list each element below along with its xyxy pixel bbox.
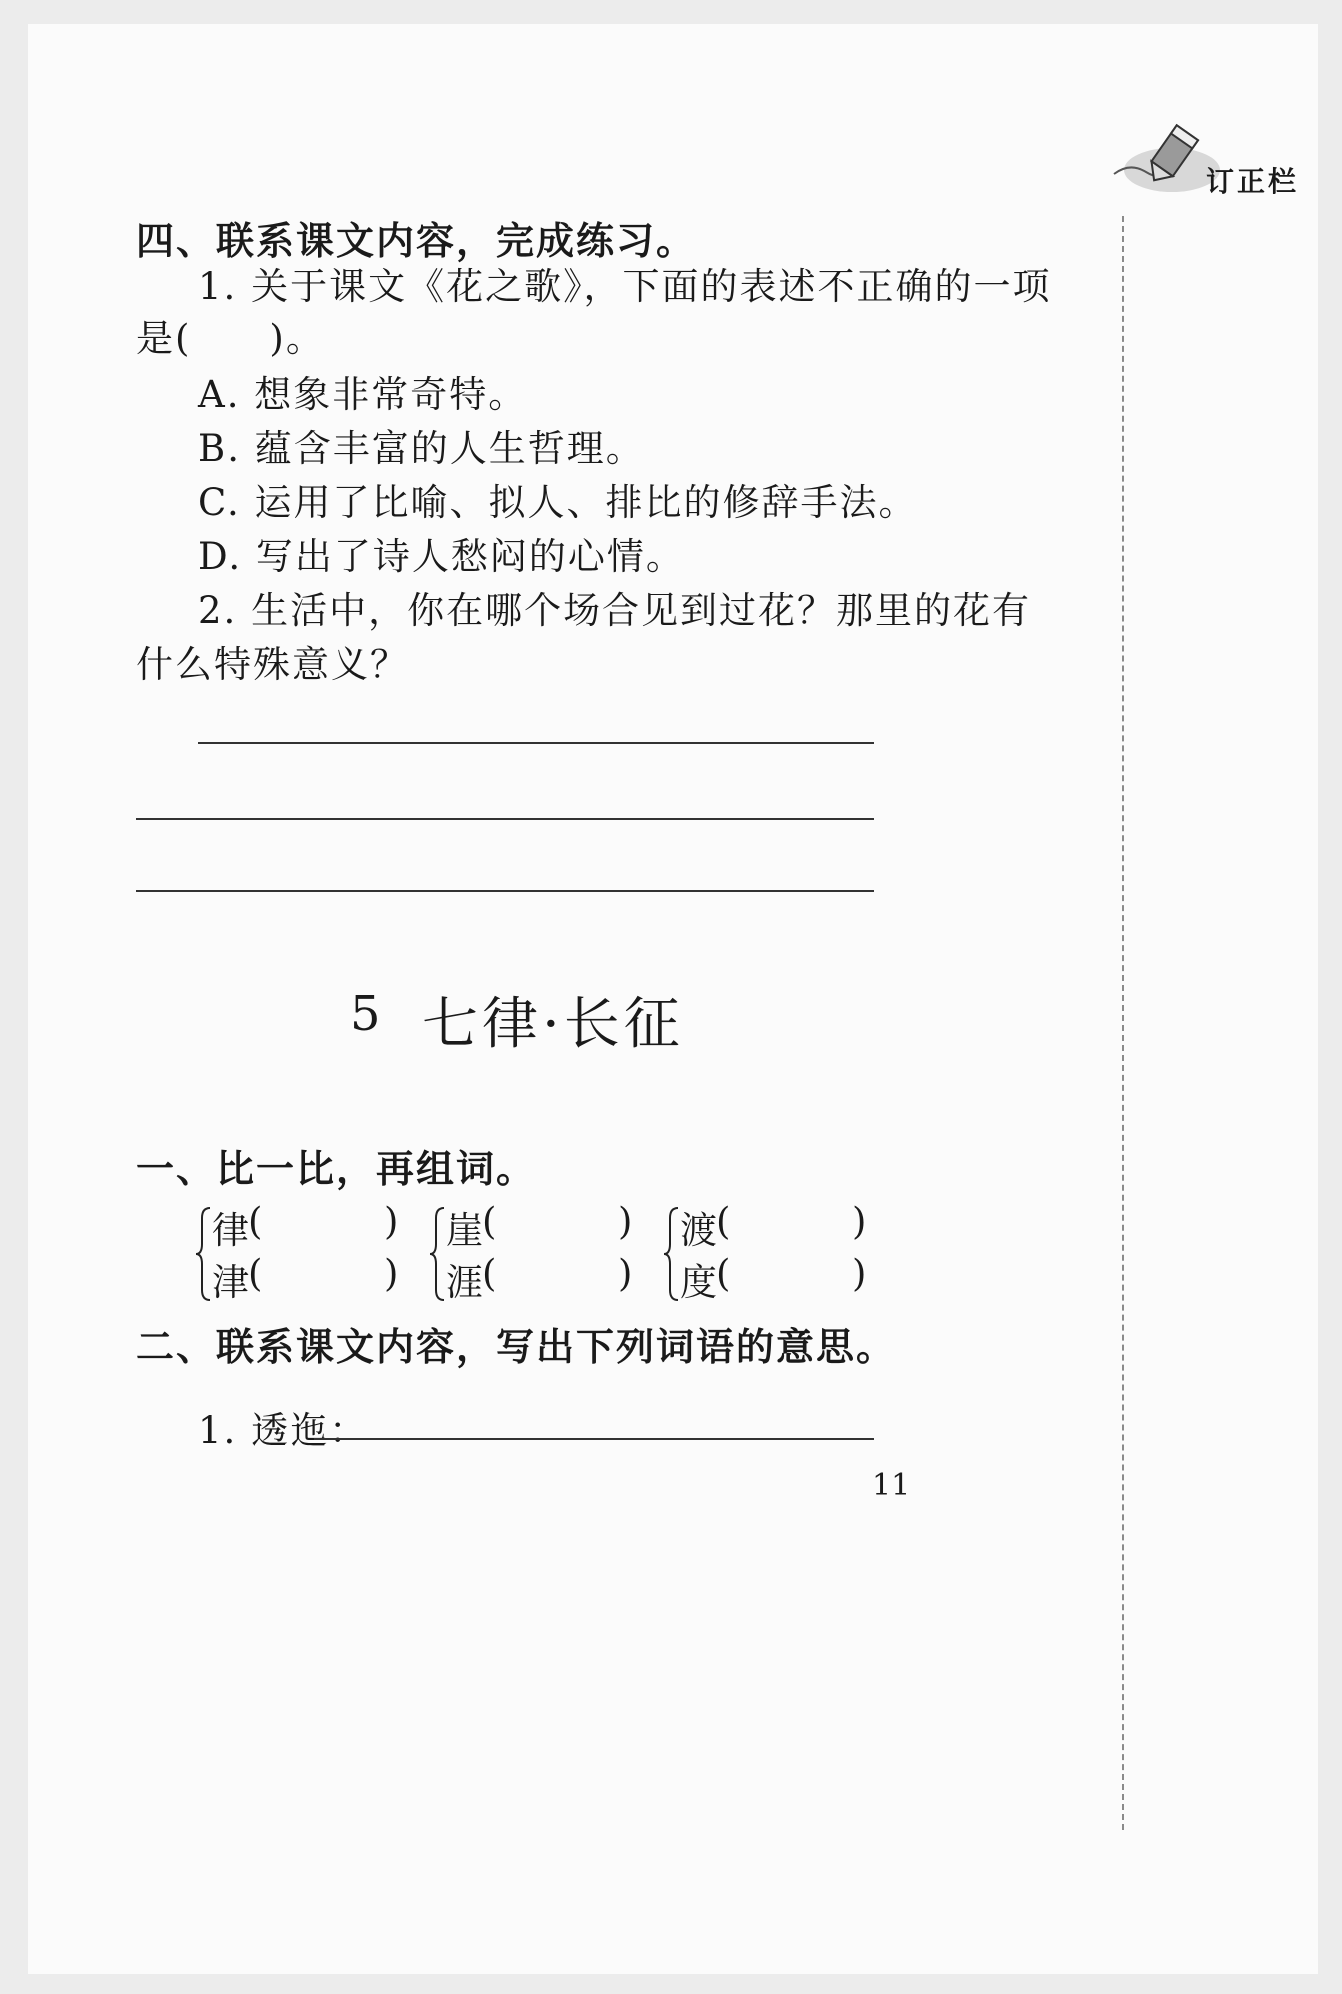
question1-line1: 1. 关于课文《花之歌》，下面的表述不正确的一项	[198, 265, 1052, 308]
group3-bottom-open: (	[716, 1252, 731, 1295]
group3-top-close: )	[852, 1200, 867, 1243]
part2-item1-answer-line[interactable]	[314, 1438, 874, 1440]
group1-bottom-open: (	[248, 1252, 263, 1295]
lesson-title: 七律·长征	[422, 992, 684, 1057]
question2-line1: 2. 生活中，你在哪个场合见到过花？那里的花有	[198, 589, 1032, 632]
option-a: A. 想象非常奇特。	[198, 373, 528, 416]
group2-bottom-char: 涯	[446, 1261, 484, 1304]
part1-heading: 一、比一比，再组词。	[136, 1147, 537, 1191]
group1-bottom-close: )	[384, 1252, 399, 1295]
answer-line-1[interactable]	[198, 742, 874, 744]
question2-line2: 什么特殊意义？	[136, 643, 409, 686]
lesson-number: 5	[350, 986, 381, 1042]
part2-item1-label: 1. 透迤：	[198, 1409, 369, 1452]
group1-top-close: )	[384, 1200, 399, 1243]
option-c: C. 运用了比喻、拟人、排比的修辞手法。	[198, 481, 918, 524]
part2-heading: 二、联系课文内容，写出下列词语的意思。	[136, 1325, 897, 1369]
workbook-page	[28, 24, 1318, 1974]
option-d: D. 写出了诗人愁闷的心情。	[198, 535, 685, 578]
correction-column-divider	[1122, 216, 1124, 1830]
group3-bottom-close: )	[852, 1252, 867, 1295]
correction-column-label: 订正栏	[1206, 165, 1300, 198]
section4-heading: 四、联系课文内容，完成练习。	[136, 219, 697, 263]
option-b: B. 蕴含丰富的人生哲理。	[198, 427, 645, 470]
group1-bottom-char: 津	[212, 1261, 250, 1304]
group2-top-close: )	[618, 1200, 633, 1243]
answer-line-3[interactable]	[136, 890, 874, 892]
group2-bottom-open: (	[482, 1252, 497, 1295]
group3-bottom-char: 度	[680, 1261, 718, 1304]
brace-icon	[428, 1204, 448, 1304]
group2-top-open: (	[482, 1200, 497, 1243]
brace-icon	[662, 1204, 682, 1304]
group1-top-char: 律	[212, 1209, 250, 1252]
group2-bottom-close: )	[618, 1252, 633, 1295]
group3-top-char: 渡	[680, 1209, 718, 1252]
pencil-icon	[1110, 122, 1220, 202]
answer-line-2[interactable]	[136, 818, 874, 820]
group1-top-open: (	[248, 1200, 263, 1243]
question1-line2: 是( )。	[136, 317, 325, 360]
group3-top-open: (	[716, 1200, 731, 1243]
page-number: 11	[872, 1468, 911, 1503]
group2-top-char: 崖	[446, 1209, 484, 1252]
brace-icon	[194, 1204, 214, 1304]
correction-column-header	[1110, 122, 1340, 212]
